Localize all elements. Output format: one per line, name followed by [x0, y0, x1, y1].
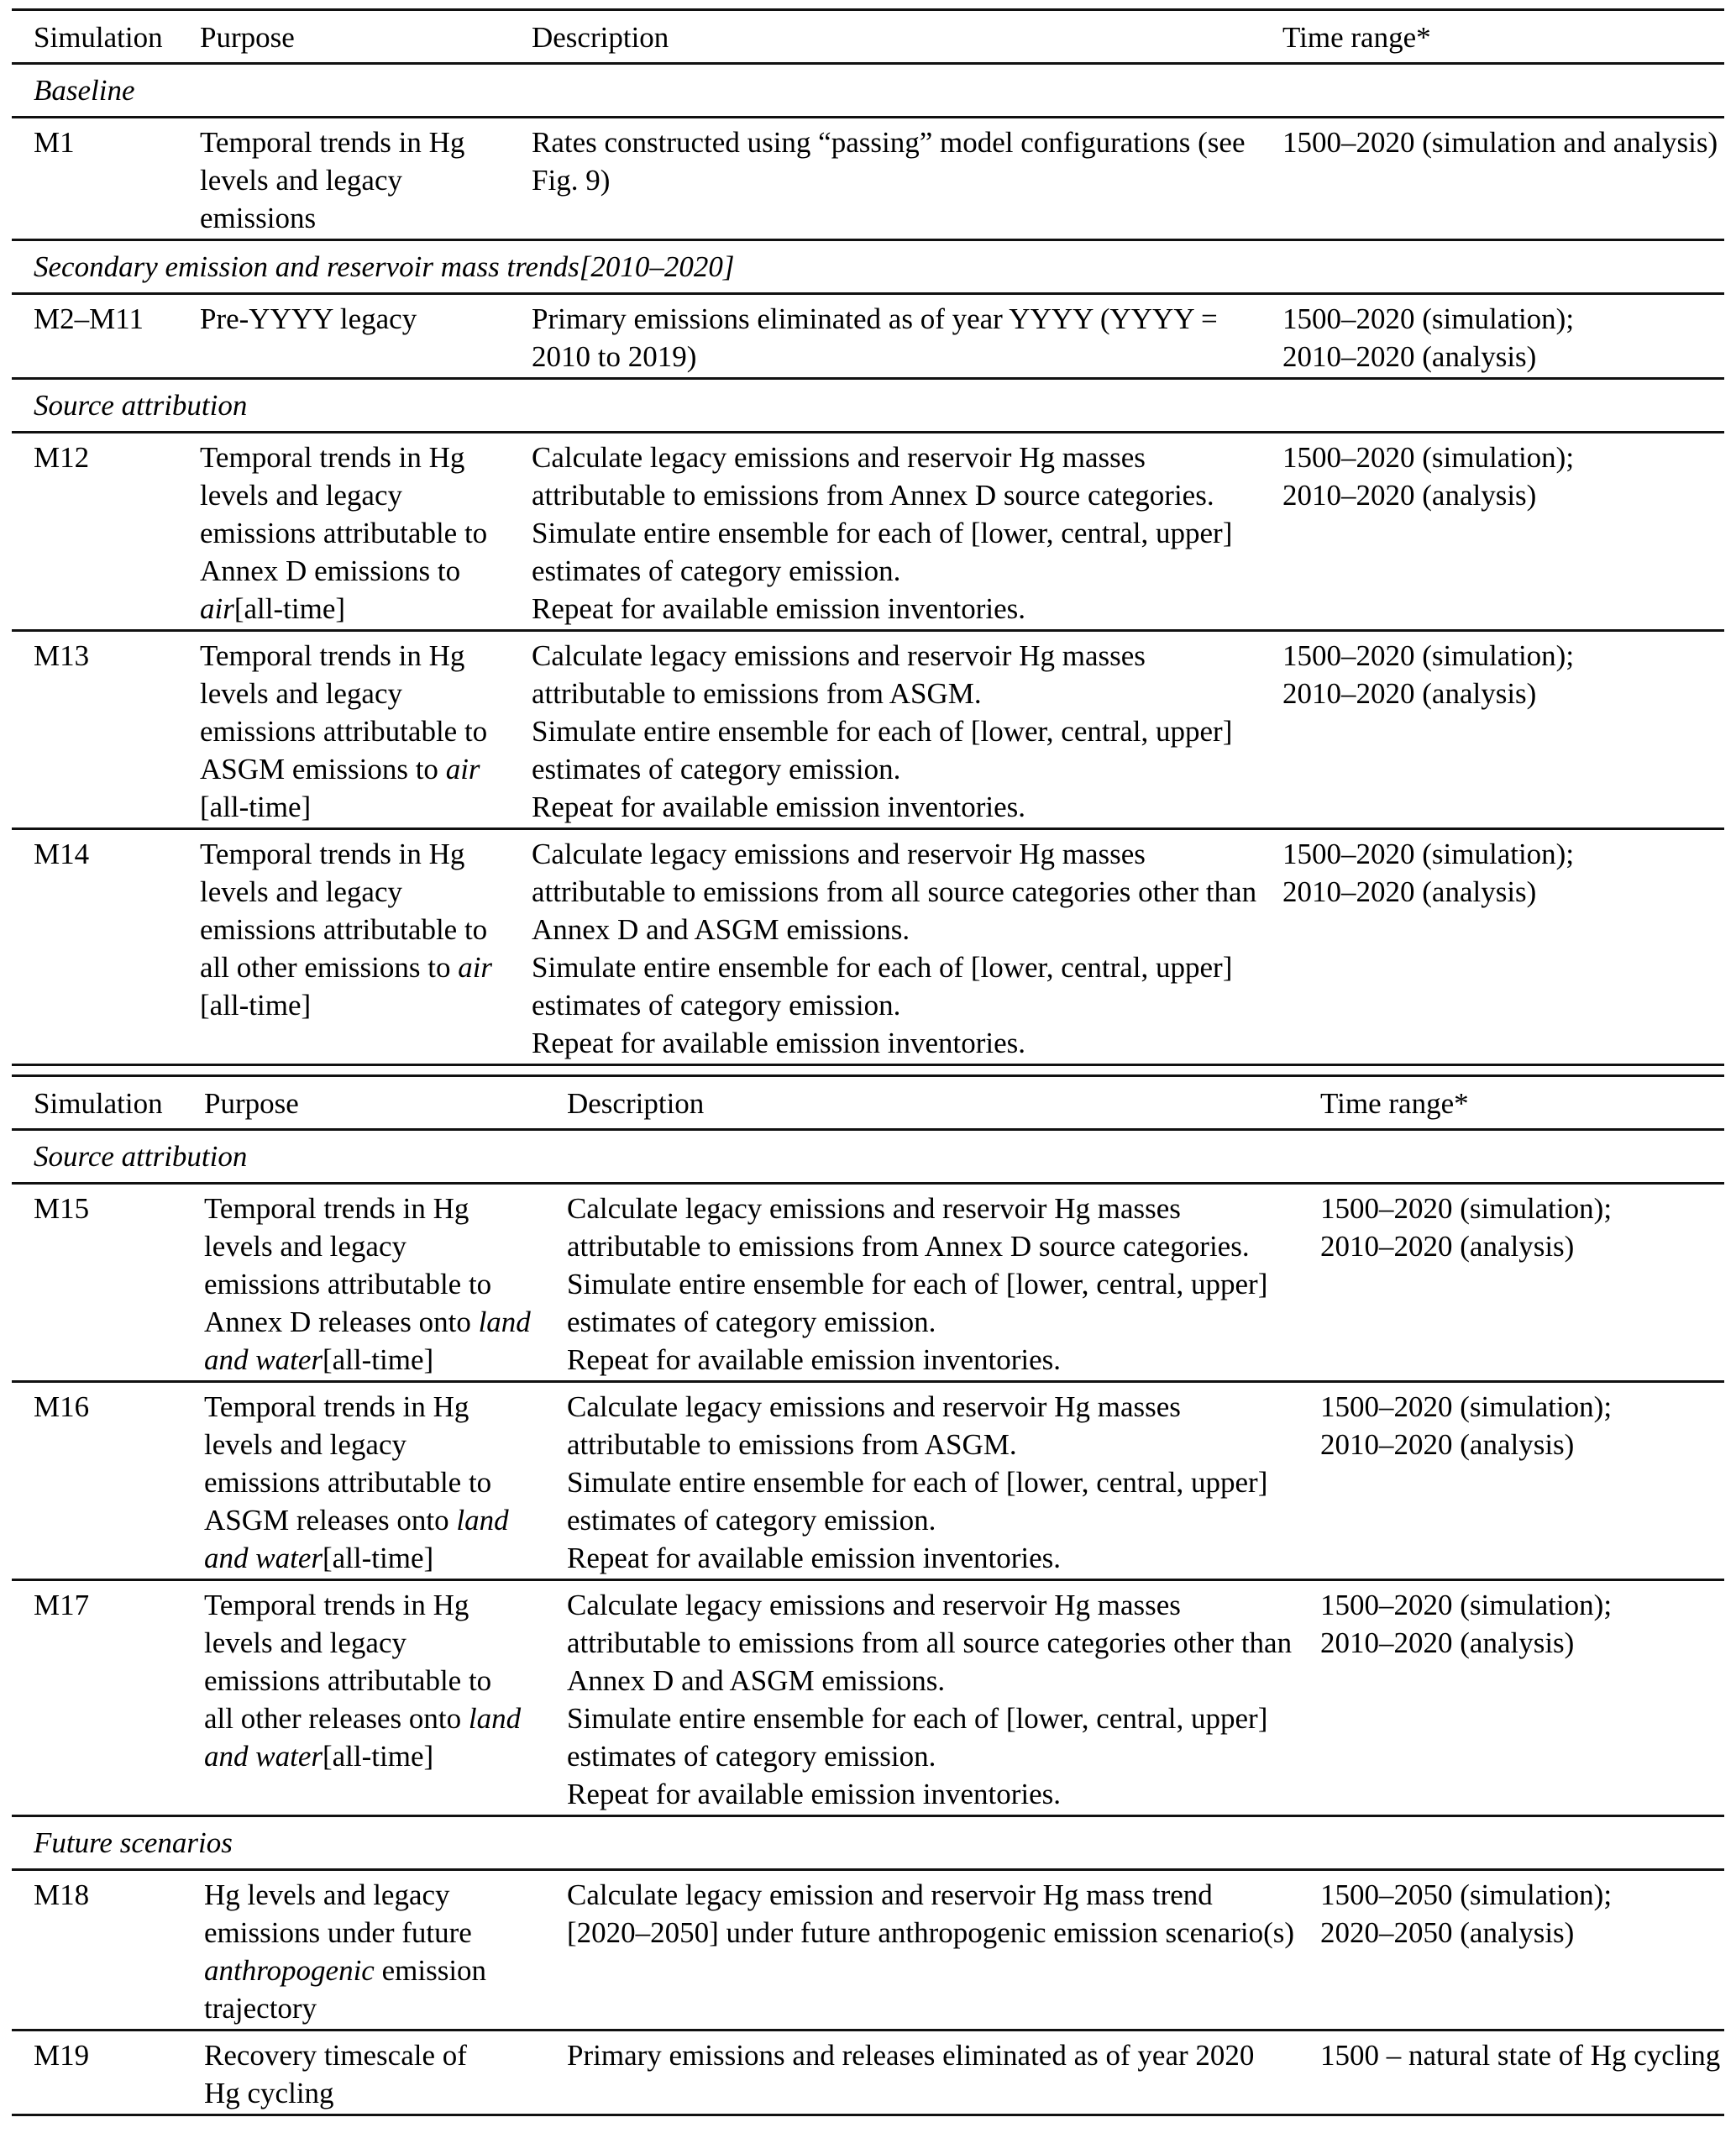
cell-description	[567, 1190, 1320, 1379]
cell-simulation	[34, 2036, 204, 2112]
text-line	[200, 552, 532, 590]
text-line	[204, 1190, 567, 1227]
text-segment: Recovery timescale of	[204, 2039, 467, 2072]
text-segment: emission	[374, 1954, 487, 1987]
text-line: 1500–2050 (simulation);	[1320, 1878, 1613, 1911]
text-line: attributable to emissions from Annex D source categories.	[567, 1230, 1250, 1263]
text-line: 1500–2020 (simulation);	[1282, 302, 1575, 335]
text-line: Simulate entire ensemble for each of [lower, central, upper]	[567, 1702, 1268, 1735]
table-rule	[12, 2114, 1724, 2116]
text-line: 2010–2020 (analysis)	[1282, 340, 1537, 373]
cell-time-range	[1320, 1190, 1726, 1379]
section-title: Secondary emission and reservoir mass trends[2010–2020]	[34, 250, 735, 283]
text-segment: Temporal trends in Hg	[204, 1390, 469, 1423]
cell-simulation	[34, 1876, 204, 2027]
text-segment: [all-time]	[322, 1542, 434, 1574]
cell-purpose	[204, 1586, 567, 1813]
text-segment: ASGM emissions to	[200, 753, 446, 785]
cell-purpose	[200, 300, 532, 376]
text-segment: levels and legacy	[204, 1626, 407, 1659]
cell-purpose	[200, 637, 532, 826]
text-line	[204, 1624, 567, 1662]
text-line: 2010–2020 (analysis)	[1320, 1428, 1575, 1461]
text-line: Calculate legacy emissions and reservoir Hg masses	[567, 1589, 1181, 1621]
text-line	[204, 1539, 567, 1577]
text-segment: Hg cycling	[204, 2077, 334, 2109]
text-line	[200, 199, 532, 237]
text-line: Annex D and ASGM emissions.	[567, 1664, 946, 1697]
text-line: attributable to emissions from ASGM.	[567, 1428, 1017, 1461]
text-segment: land	[456, 1504, 509, 1537]
text-line: estimates of category emission.	[567, 1306, 936, 1338]
text-line: Calculate legacy emissions and reservoir Hg masses	[532, 441, 1146, 474]
cell-description	[532, 835, 1282, 1062]
text-segment: levels and legacy	[204, 1230, 407, 1263]
text-segment: Pre-YYYY legacy	[200, 302, 417, 335]
text-line: Simulate entire ensemble for each of [lower, central, upper]	[567, 1466, 1268, 1499]
text-line: estimates of category emission.	[532, 989, 901, 1022]
text-line: 1500 – natural state of Hg cycling	[1320, 2039, 1721, 2072]
text-segment: Temporal trends in Hg	[200, 838, 465, 870]
cell-purpose	[204, 1388, 567, 1577]
cell-description	[532, 637, 1282, 826]
text-line	[204, 2074, 567, 2112]
text-line: Fig. 9)	[532, 164, 611, 197]
text-line: Simulate entire ensemble for each of [lower, central, upper]	[567, 1268, 1268, 1300]
text-segment: [all-time]	[200, 989, 312, 1022]
text-segment: air	[458, 951, 493, 984]
text-line: estimates of category emission.	[567, 1504, 936, 1537]
text-line: M12	[34, 441, 90, 474]
section-title: Baseline	[34, 74, 135, 107]
text-line: attributable to emissions from Annex D source categories.	[532, 479, 1214, 512]
text-segment: [all-time]	[233, 592, 346, 625]
table-rule	[12, 1064, 1724, 1066]
cell-purpose	[200, 439, 532, 628]
text-line: Repeat for available emission inventories.	[532, 791, 1026, 823]
text-segment: and water	[204, 1343, 323, 1376]
table-row	[0, 1185, 1736, 1380]
text-line: Primary emissions eliminated as of year YYYY (YYYY =	[532, 302, 1218, 335]
text-segment: emissions attributable to	[200, 517, 488, 549]
text-line: Simulate entire ensemble for each of [lower, central, upper]	[532, 715, 1233, 748]
text-line	[200, 948, 532, 986]
text-line: Rates constructed using “passing” model configurations (see	[532, 126, 1246, 159]
text-line	[204, 1501, 567, 1539]
text-segment: levels and legacy	[200, 677, 403, 710]
text-line: attributable to emissions from all source categories other than	[567, 1626, 1293, 1659]
text-segment: [all-time]	[322, 1740, 434, 1773]
text-segment: anthropogenic	[204, 1954, 375, 1987]
text-line	[204, 1426, 567, 1463]
cell-description	[532, 439, 1282, 628]
text-line: M2–M11	[34, 302, 144, 335]
text-line	[204, 1989, 567, 2027]
section-title: Future scenarios	[34, 1826, 233, 1859]
text-segment: emissions attributable to	[200, 913, 488, 946]
text-line	[204, 2036, 567, 2074]
text-line	[200, 873, 532, 911]
text-line: estimates of category emission.	[532, 753, 901, 785]
text-line: attributable to emissions from ASGM.	[532, 677, 982, 710]
text-line: 2010–2020 (analysis)	[1320, 1230, 1575, 1263]
table-row	[0, 118, 1736, 239]
text-segment: emissions attributable to	[204, 1664, 492, 1697]
text-line: estimates of category emission.	[532, 554, 901, 587]
text-line	[200, 439, 532, 476]
text-line: Repeat for available emission inventories.	[567, 1542, 1062, 1574]
text-segment: Hg levels and legacy	[204, 1878, 450, 1911]
table-row	[0, 433, 1736, 629]
text-line	[200, 514, 532, 552]
col-header-purpose: Purpose	[200, 21, 295, 54]
text-segment: trajectory	[204, 1992, 317, 2025]
cell-simulation	[34, 123, 200, 237]
cell-purpose	[204, 1190, 567, 1379]
cell-time-range	[1320, 2036, 1726, 2112]
text-segment: Temporal trends in Hg	[200, 126, 465, 159]
cell-time-range	[1320, 1388, 1726, 1577]
text-segment: levels and legacy	[200, 164, 403, 197]
col-header-simulation: Simulation	[34, 1087, 163, 1120]
text-segment: air	[445, 753, 480, 785]
text-line	[200, 161, 532, 199]
text-line: Annex D and ASGM emissions.	[532, 913, 910, 946]
cell-simulation	[34, 439, 200, 628]
text-line	[204, 1914, 567, 1952]
text-line: Repeat for available emission inventories.	[532, 592, 1026, 625]
text-line: Repeat for available emission inventories.	[567, 1778, 1062, 1810]
cell-simulation	[34, 1190, 204, 1379]
text-line: M19	[34, 2039, 90, 2072]
cell-purpose	[204, 2036, 567, 2112]
text-line: Calculate legacy emission and reservoir Hg mass trend	[567, 1878, 1213, 1911]
cell-time-range	[1282, 637, 1726, 826]
text-line: Simulate entire ensemble for each of [lower, central, upper]	[532, 517, 1233, 549]
text-line: attributable to emissions from all source categories other than	[532, 875, 1257, 908]
text-segment: land	[478, 1306, 531, 1338]
text-line: Simulate entire ensemble for each of [lower, central, upper]	[532, 951, 1233, 984]
text-line: M17	[34, 1589, 90, 1621]
text-line: 1500–2020 (simulation);	[1282, 639, 1575, 672]
text-line	[200, 986, 532, 1024]
text-line	[200, 123, 532, 161]
cell-time-range	[1282, 439, 1726, 628]
text-line	[200, 911, 532, 948]
text-line	[200, 590, 532, 628]
text-line: 1500–2020 (simulation);	[1320, 1390, 1613, 1423]
text-segment: emissions attributable to	[200, 715, 488, 748]
table-row	[0, 1581, 1736, 1815]
text-line: 2010–2020 (analysis)	[1282, 677, 1537, 710]
cell-time-range	[1282, 835, 1726, 1062]
cell-simulation	[34, 1388, 204, 1577]
cell-time-range	[1320, 1586, 1726, 1813]
text-segment: levels and legacy	[204, 1428, 407, 1461]
text-line	[200, 675, 532, 712]
text-segment: and water	[204, 1542, 323, 1574]
text-segment: land	[468, 1702, 522, 1735]
text-segment: emissions attributable to	[204, 1268, 492, 1300]
text-line	[200, 835, 532, 873]
section-title: Source attribution	[34, 1140, 248, 1173]
text-line	[204, 1463, 567, 1501]
text-line	[204, 1586, 567, 1624]
text-segment: air	[200, 592, 234, 625]
text-line	[204, 1737, 567, 1775]
cell-description	[532, 123, 1282, 237]
cell-description	[567, 1388, 1320, 1577]
cell-purpose	[200, 835, 532, 1062]
text-segment: Annex D emissions to	[200, 554, 461, 587]
text-line: Calculate legacy emissions and reservoir Hg masses	[532, 838, 1146, 870]
text-line	[200, 788, 532, 826]
table-part-body	[0, 65, 1736, 1066]
cell-description	[567, 1876, 1320, 2027]
text-segment: [all-time]	[322, 1343, 434, 1376]
text-line: 1500–2020 (simulation);	[1282, 838, 1575, 870]
text-segment: emissions attributable to	[204, 1466, 492, 1499]
text-segment: all other releases onto	[204, 1702, 469, 1735]
text-segment: emissions	[200, 202, 317, 234]
table-row	[0, 1383, 1736, 1579]
text-line: 2010–2020 (analysis)	[1282, 875, 1537, 908]
text-line	[200, 476, 532, 514]
text-line: 2010–2020 (analysis)	[1282, 479, 1537, 512]
text-segment: emissions under future	[204, 1916, 472, 1949]
table-header-row	[0, 1077, 1736, 1128]
table-header-row	[0, 11, 1736, 62]
simulation-table	[0, 8, 1736, 2116]
table-part-1	[0, 8, 1736, 1066]
text-segment: levels and legacy	[200, 875, 403, 908]
text-line: 1500–2020 (simulation);	[1320, 1589, 1613, 1621]
text-line	[204, 1876, 567, 1914]
table-row	[0, 1871, 1736, 2029]
text-segment: Temporal trends in Hg	[204, 1589, 469, 1621]
text-line	[204, 1388, 567, 1426]
text-line	[204, 1662, 567, 1700]
text-segment: Annex D releases onto	[204, 1306, 479, 1338]
text-line: M14	[34, 838, 90, 870]
col-header-time-range: Time range*	[1320, 1087, 1469, 1120]
text-line	[200, 712, 532, 750]
cell-simulation	[34, 835, 200, 1062]
text-segment: Temporal trends in Hg	[200, 639, 465, 672]
text-line: 2020–2050 (analysis)	[1320, 1916, 1575, 1949]
table-row	[0, 830, 1736, 1064]
text-segment: Temporal trends in Hg	[204, 1192, 469, 1225]
text-line: [2020–2050] under future anthropogenic emission scenario(s)	[567, 1916, 1295, 1949]
text-line	[204, 1265, 567, 1303]
col-header-description: Description	[567, 1087, 705, 1120]
text-line	[204, 1952, 567, 1989]
text-line	[200, 637, 532, 675]
cell-description	[567, 2036, 1320, 2112]
text-line: 1500–2020 (simulation);	[1282, 441, 1575, 474]
text-segment: Temporal trends in Hg	[200, 441, 465, 474]
text-line: 2010 to 2019)	[532, 340, 697, 373]
table-row	[0, 2031, 1736, 2114]
cell-simulation	[34, 637, 200, 826]
text-line: M18	[34, 1878, 90, 1911]
text-line	[204, 1227, 567, 1265]
text-line	[200, 750, 532, 788]
table-part-2	[0, 1074, 1736, 2116]
text-line: Repeat for available emission inventories.	[532, 1027, 1026, 1059]
text-line	[204, 1700, 567, 1737]
text-line: Primary emissions and releases eliminated as of year 2020	[567, 2039, 1255, 2072]
text-line: Calculate legacy emissions and reservoir Hg masses	[567, 1390, 1181, 1423]
text-segment: levels and legacy	[200, 479, 403, 512]
text-line: M13	[34, 639, 90, 672]
table-part-body	[0, 1131, 1736, 2116]
cell-description	[532, 300, 1282, 376]
text-line: Calculate legacy emissions and reservoir Hg masses	[567, 1192, 1181, 1225]
col-header-purpose: Purpose	[204, 1087, 299, 1120]
cell-time-range	[1282, 123, 1726, 237]
text-segment: and water	[204, 1740, 323, 1773]
cell-description	[567, 1586, 1320, 1813]
col-header-description: Description	[532, 21, 669, 54]
table-row	[0, 295, 1736, 377]
cell-purpose	[204, 1876, 567, 2027]
text-line: M16	[34, 1390, 90, 1423]
text-line: 1500–2020 (simulation and analysis)	[1282, 126, 1718, 159]
col-header-time-range: Time range*	[1282, 21, 1431, 54]
text-line: 2010–2020 (analysis)	[1320, 1626, 1575, 1659]
cell-simulation	[34, 300, 200, 376]
text-segment: ASGM releases onto	[204, 1504, 457, 1537]
text-line: Repeat for available emission inventories.	[567, 1343, 1062, 1376]
cell-simulation	[34, 1586, 204, 1813]
section-title: Source attribution	[34, 389, 248, 422]
text-line: estimates of category emission.	[567, 1740, 936, 1773]
cell-time-range	[1282, 300, 1726, 376]
col-header-simulation: Simulation	[34, 21, 163, 54]
text-segment: all other emissions to	[200, 951, 459, 984]
text-line	[200, 300, 532, 338]
cell-time-range	[1320, 1876, 1726, 2027]
text-line	[204, 1341, 567, 1379]
text-line: 1500–2020 (simulation);	[1320, 1192, 1613, 1225]
text-line: M1	[34, 126, 75, 159]
cell-purpose	[200, 123, 532, 237]
table-row	[0, 632, 1736, 827]
text-line: Calculate legacy emissions and reservoir Hg masses	[532, 639, 1146, 672]
text-segment: [all-time]	[200, 791, 312, 823]
text-line: M15	[34, 1192, 90, 1225]
text-line	[204, 1303, 567, 1341]
